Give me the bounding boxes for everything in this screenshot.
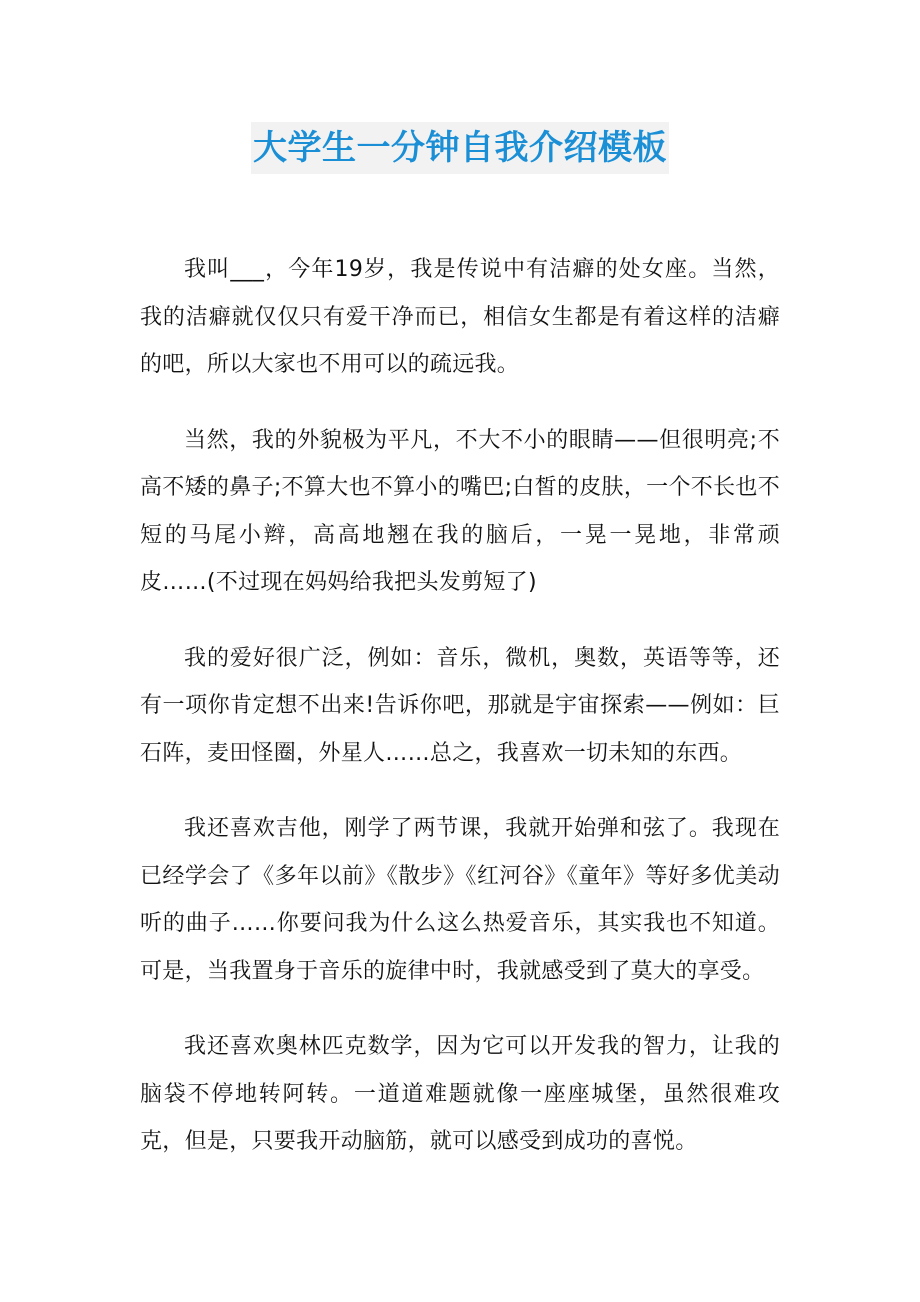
document-body: [140, 246, 780, 1194]
paragraph-appearance: 当然，我的外貌极为平凡，不大不小的眼睛——但很明亮;不高不矮的鼻子;不算大也不算小的嘴巴;白皙的皮肤，一个不长也不短的马尾小辫，高高地翘在我的脑后，一晃一晃地，非常顽皮……(不过现在妈妈给我把头发剪短了): [140, 427, 780, 595]
paragraph-guitar: 我还喜欢吉他，刚学了两节课，我就开始弹和弦了。我现在已经学会了《多年以前》《散步》《红河谷》《童年》等好多优美动听的曲子……你要问我为什么这么热爱音乐，其实我也不知道。可是，当我置身于音乐的旋律中时，我就感受到了莫大的享受。: [140, 816, 780, 984]
title-container: [0, 122, 920, 174]
paragraph-intro: 我叫___，今年19岁，我是传说中有洁癖的处女座。当然，我的洁癖就仅仅只有爱干净而已，相信女生都是有着这样的洁癖的吧，所以大家也不用可以的疏远我。: [140, 257, 780, 377]
page-title: 大学生一分钟自我介绍模板: [251, 122, 669, 174]
paragraph-hobbies: 我的爱好很广泛，例如：音乐，微机，奥数，英语等等，还有一项你肯定想不出来!告诉你吧，那就是宇宙探索——例如：巨石阵，麦田怪圈，外星人……总之，我喜欢一切未知的东西。: [140, 645, 780, 766]
paragraph-math: 我还喜欢奥林匹克数学，因为它可以开发我的智力，让我的脑袋不停地转阿转。一道道难题就像一座座城堡，虽然很难攻克，但是，只要我开动脑筋，就可以感受到成功的喜悦。: [140, 1034, 780, 1154]
